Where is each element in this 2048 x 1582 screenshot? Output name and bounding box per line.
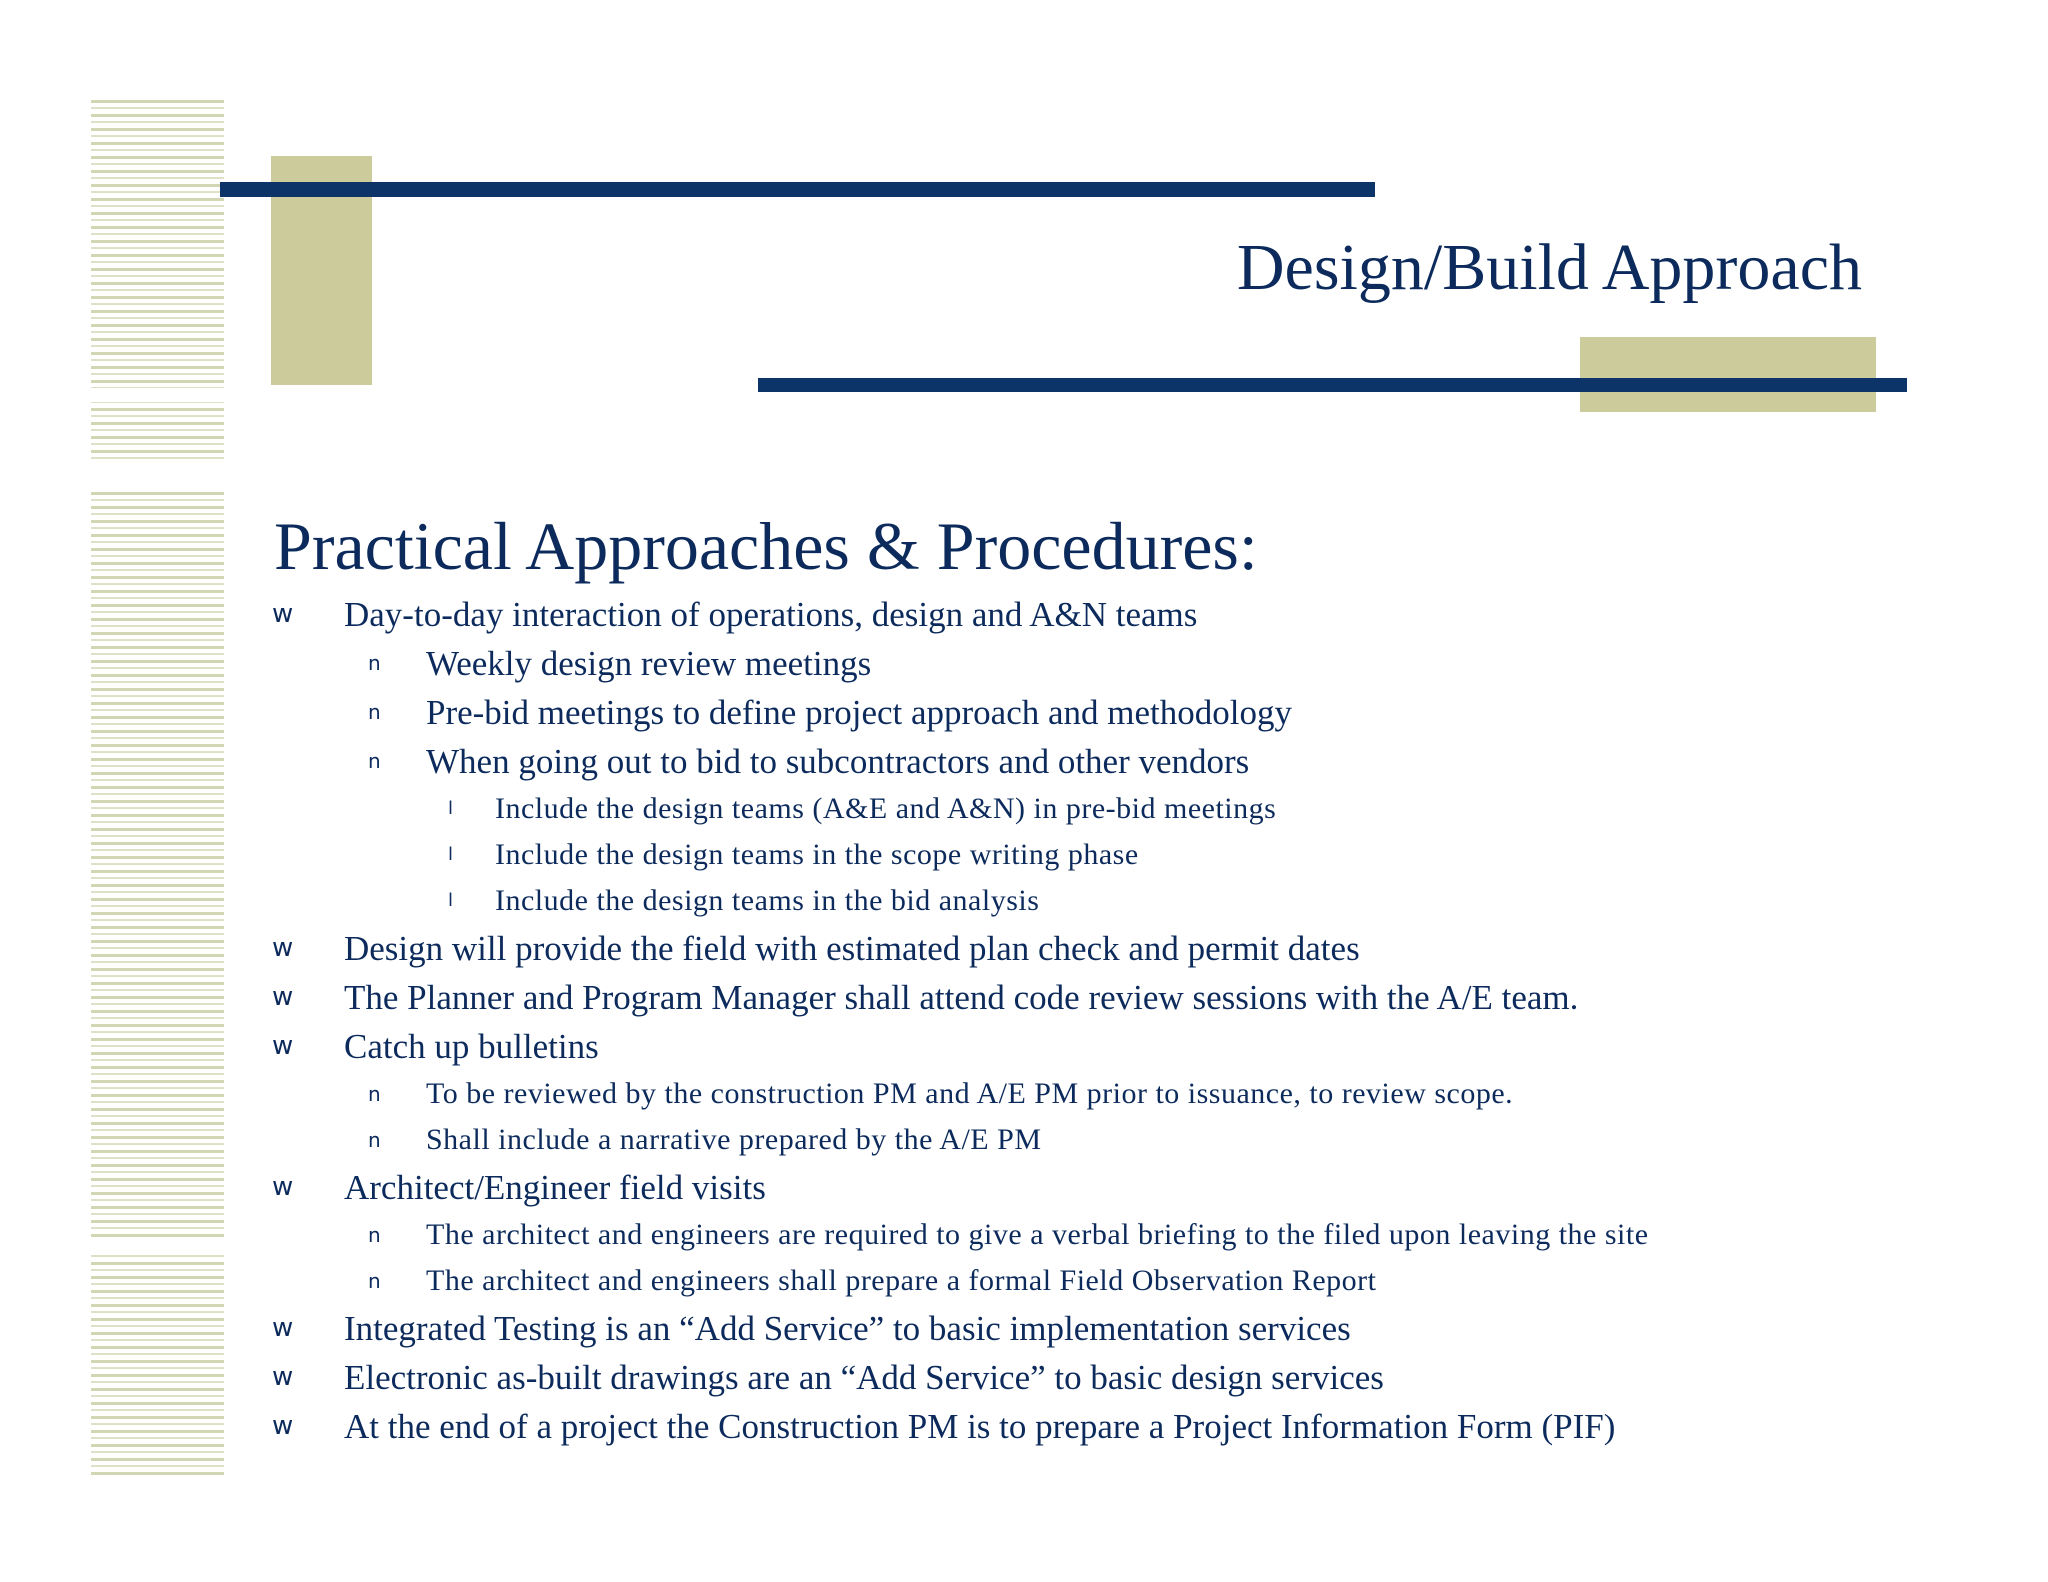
bullet-subitem [272, 1117, 1912, 1163]
bullet-level-2-icon: n [368, 1082, 381, 1106]
bullet-level-1-icon: w [272, 599, 294, 629]
bullet-level-1-icon: w [272, 1313, 294, 1343]
bullet-item [272, 924, 1912, 973]
bullet-item [272, 590, 1912, 639]
bullet-level-3-icon: l [448, 890, 454, 911]
bullet-text: Electronic as-built drawings are an “Add Service” to basic design services [344, 1358, 1384, 1397]
bullet-text: Weekly design review meetings [426, 644, 872, 683]
bullet-level-1-icon: w [272, 1362, 294, 1392]
bullet-level-2-icon: n [368, 1223, 381, 1247]
bullet-text: Pre-bid meetings to define project approach and methodology [426, 693, 1292, 732]
bullet-text: When going out to bid to subcontractors and other vendors [426, 742, 1250, 781]
bullet-subitem [272, 737, 1912, 786]
bullet-level-2-icon: n [368, 1269, 381, 1293]
bullet-subitem [272, 1071, 1912, 1117]
bullet-item [272, 1163, 1912, 1212]
bullet-text: To be reviewed by the construction PM and A/E PM prior to issuance, to review scope. [426, 1077, 1514, 1110]
bullet-subsubitem [272, 832, 1912, 878]
bullet-level-1-icon: w [272, 1172, 294, 1202]
bullet-level-1-icon: w [272, 933, 294, 963]
bullet-text: Day-to-day interaction of operations, design and A&N teams [344, 595, 1198, 634]
bullet-text: Design will provide the field with estimated plan check and permit dates [344, 929, 1360, 968]
bullet-level-2-icon: n [368, 749, 381, 773]
bullet-level-3-icon: l [448, 844, 454, 865]
bullet-subitem [272, 639, 1912, 688]
bullet-item [272, 1402, 1912, 1451]
bullet-subsubitem [272, 786, 1912, 832]
bullet-text: Include the design teams (A&E and A&N) in pre-bid meetings [495, 792, 1277, 825]
bullet-level-2-icon: n [368, 1128, 381, 1152]
bullet-text: The Planner and Program Manager shall attend code review sessions with the A/E team. [344, 978, 1579, 1017]
bullet-text: At the end of a project the Construction PM is to prepare a Project Information Form (PIF) [344, 1407, 1616, 1446]
bullet-subitem [272, 1258, 1912, 1304]
slide-title: Design/Build Approach [1236, 231, 1862, 304]
bullet-text: Catch up bulletins [344, 1027, 599, 1066]
bullet-text: The architect and engineers shall prepare a formal Field Observation Report [426, 1264, 1377, 1297]
bullet-item [272, 1353, 1912, 1402]
bullet-subsubitem [272, 878, 1912, 924]
bullet-text: Include the design teams in the bid analysis [495, 884, 1040, 917]
bullet-text: Architect/Engineer field visits [344, 1168, 766, 1207]
bullet-list [272, 590, 1912, 1451]
bullet-item [272, 973, 1912, 1022]
bullet-item [272, 1022, 1912, 1071]
olive-accent-block-right [1580, 337, 1876, 412]
navy-rule-top [220, 182, 1375, 197]
bullet-subitem [272, 1212, 1912, 1258]
bullet-level-1-icon: w [272, 1411, 294, 1441]
bullet-text: Integrated Testing is an “Add Service” to basic implementation services [344, 1309, 1351, 1348]
decorative-stripe-gap [91, 1240, 224, 1254]
bullet-level-2-icon: n [368, 700, 381, 724]
bullet-text: Include the design teams in the scope writing phase [495, 838, 1139, 871]
decorative-stripe-gap [91, 388, 224, 402]
bullet-level-1-icon: w [272, 982, 294, 1012]
decorative-stripe-gap [91, 463, 224, 489]
bullet-level-3-icon: l [448, 798, 454, 819]
navy-rule-bottom [758, 378, 1907, 392]
section-heading: Practical Approaches & Procedures: [274, 508, 1258, 584]
bullet-text: The architect and engineers are required to give a verbal briefing to the filed upon leaving the site [426, 1218, 1649, 1251]
bullet-level-1-icon: w [272, 1031, 294, 1061]
bullet-text: Shall include a narrative prepared by the A/E PM [426, 1123, 1042, 1156]
bullet-subitem [272, 688, 1912, 737]
bullet-level-2-icon: n [368, 651, 381, 675]
bullet-item [272, 1304, 1912, 1353]
decorative-stripe-column [91, 100, 224, 1475]
